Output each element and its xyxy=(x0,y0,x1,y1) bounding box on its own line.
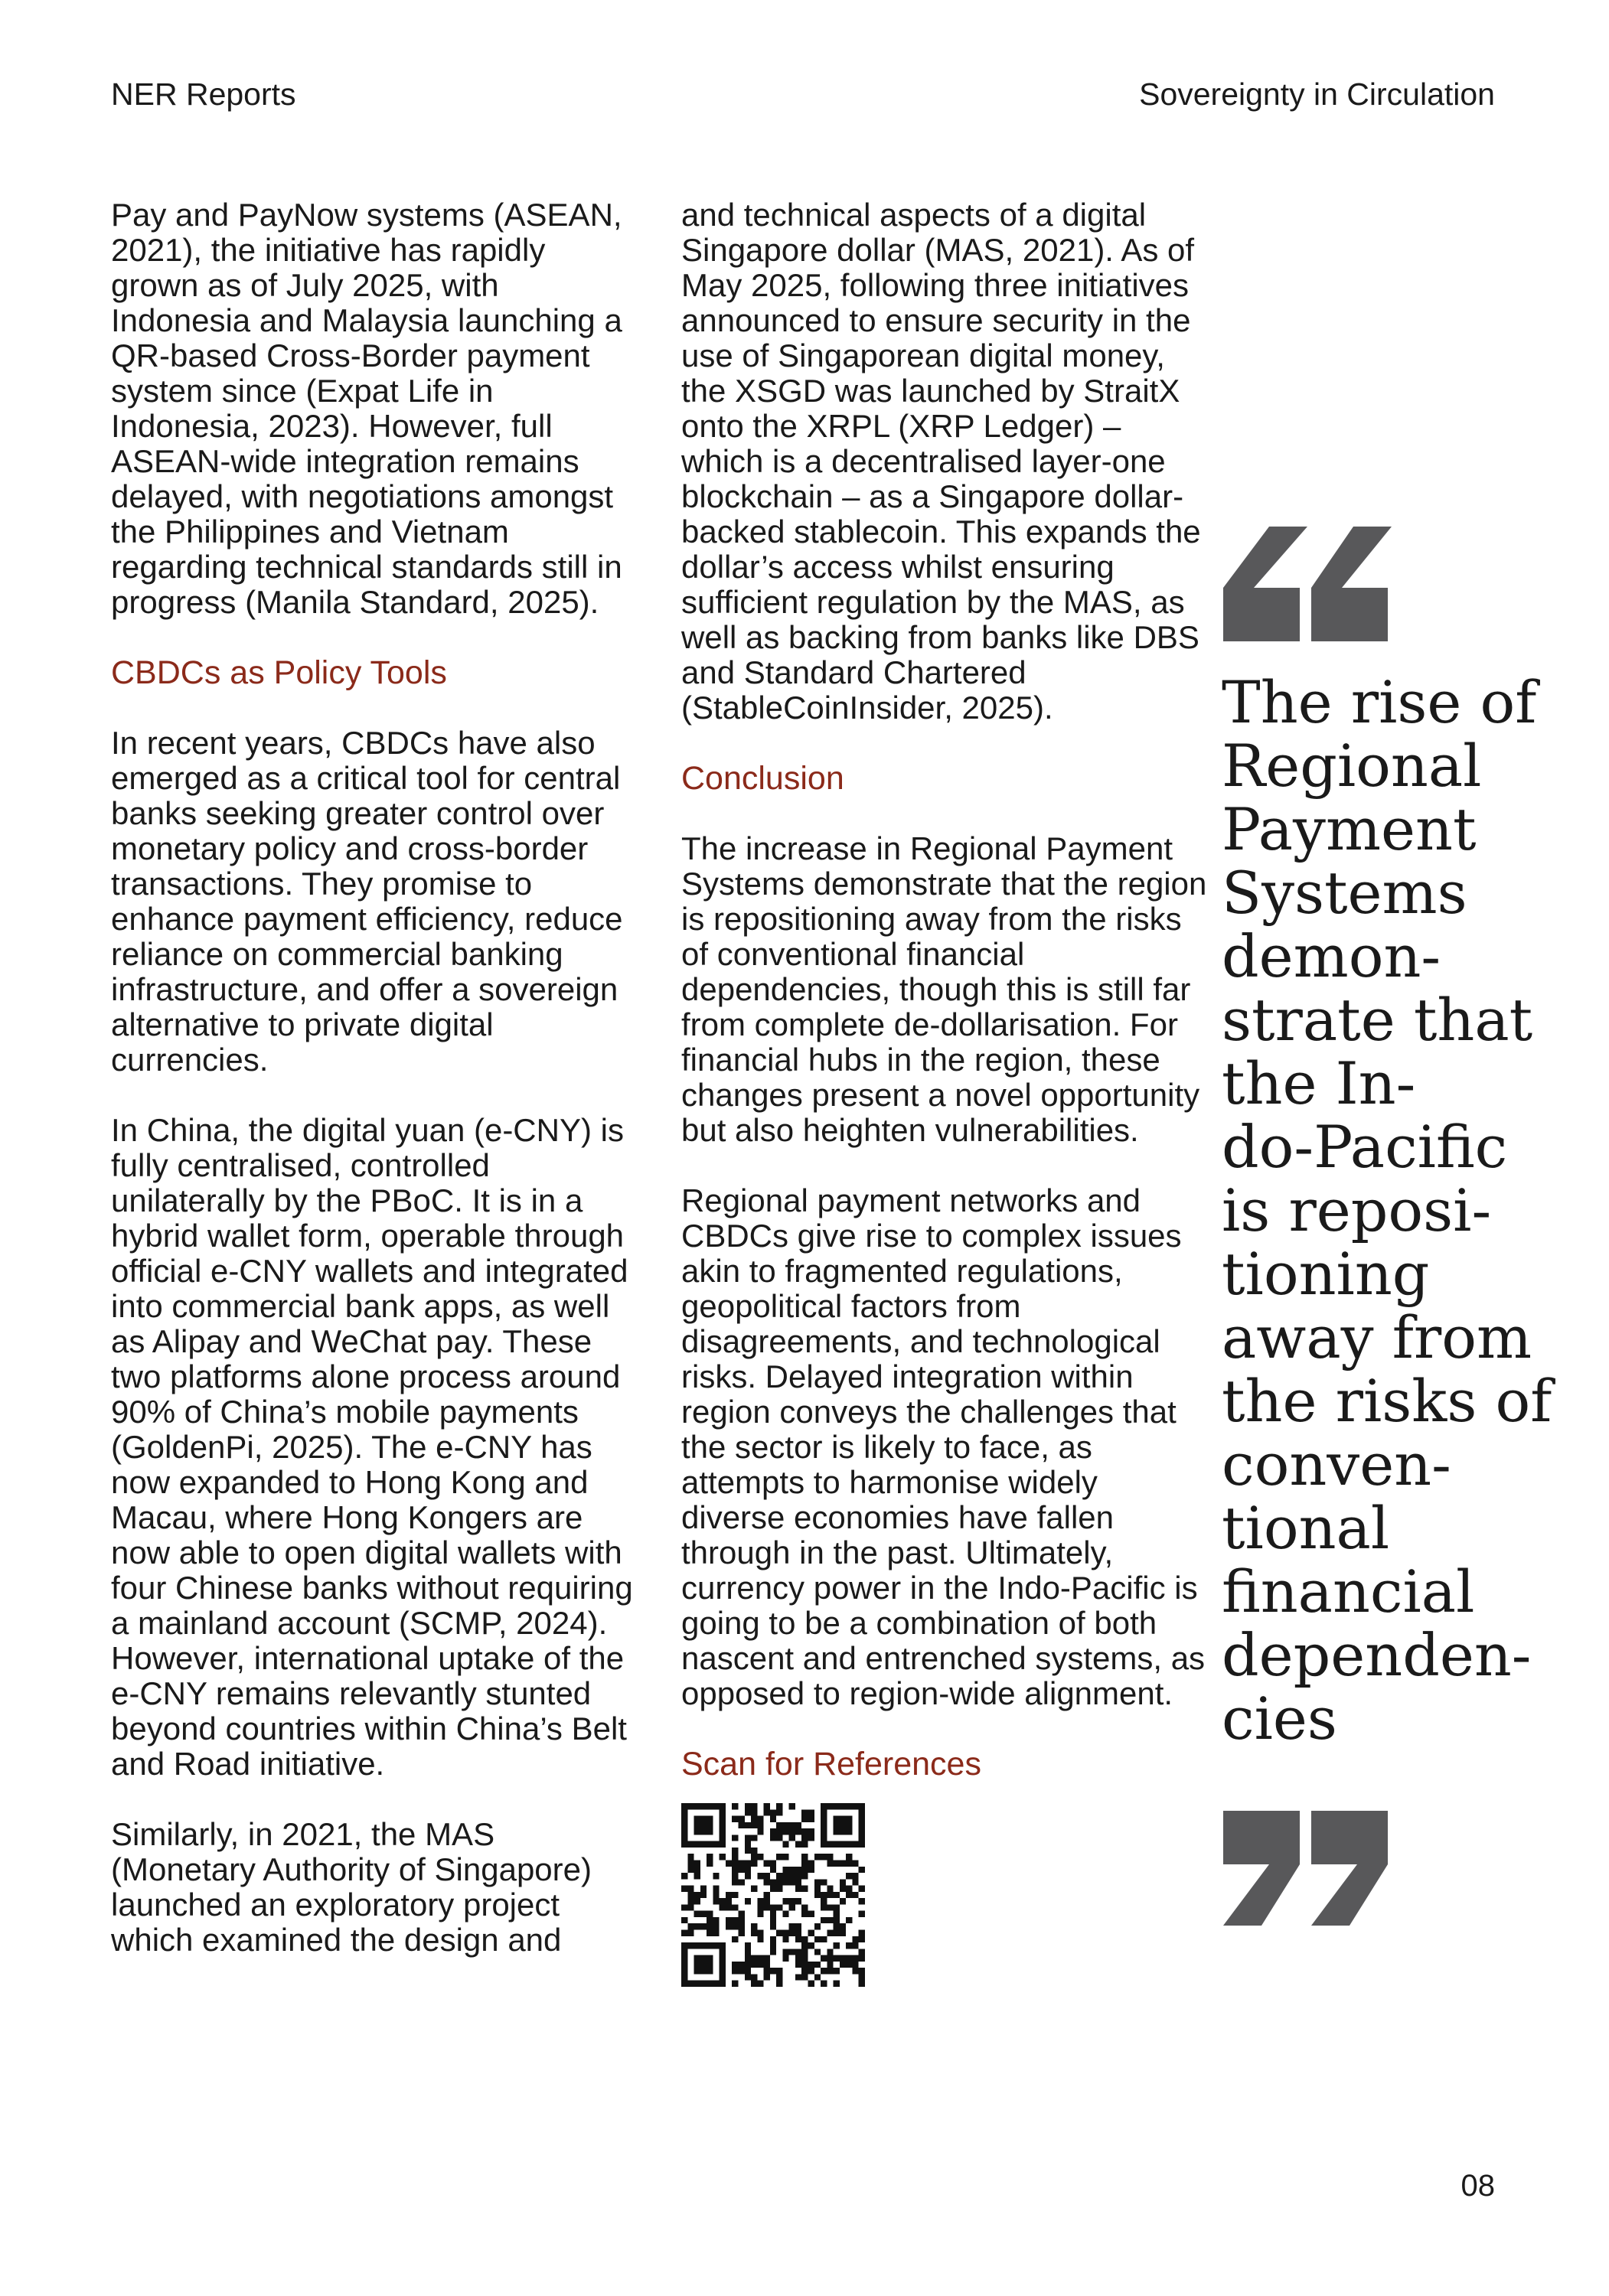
body-paragraph: The increase in Regional Payment Systems demonstrate that the region is repositioning away from the risks of conventional financial dependencies, though this is still far from complete de-dollarisation. For financial hubs in the region, these changes present a novel opportunity but also heighten vulnerabilities. xyxy=(681,830,1207,1148)
pull-quote-line: away from xyxy=(1222,1303,1532,1371)
pull-quote-line: is reposi- xyxy=(1222,1176,1492,1244)
body-paragraph: and technical aspects of a digital Singapore dollar (MAS, 2021). As of May 2025, following three initiatives announced to ensure security in the use of Singaporean digital money, the XSGD was launched by StraitX onto the XRPL (XRP Ledger) – which is a decentralised layer-one blockchain – as a Singapore dollar-backed stablecoin. This expands the dollar’s access whilst ensuring sufficient regulation by the MAS, as well as backing from banks like DBS and Standard Chartered (StableCoinInsider, 2025). xyxy=(681,197,1201,726)
pull-quote-line: demon- xyxy=(1222,922,1441,990)
running-header-right: Sovereignty in Circulation xyxy=(1139,77,1495,112)
pull-quote-line: dependen- xyxy=(1222,1621,1532,1689)
pull-quote-line: tioning xyxy=(1222,1240,1430,1308)
body-paragraph: In China, the digital yuan (e-CNY) is fully centralised, controlled unilaterally by the PBoC. It is in a hybrid wallet form, operable through official e-CNY wallets and integrated into commercial bank apps, as well as Alipay and WeChat pay. These two platforms alone process around 90% of China’s mobile payments (GoldenPi, 2025). The e-CNY has now expanded to Hong Kong and Macau, where Hong Kongers are now able to open digital wallets with four Chinese banks without requiring a mainland account (SCMP, 2024). However, international uptake of the e-CNY remains relevantly stunted beyond countries within China’s Belt and Road initiative. xyxy=(111,1112,633,1782)
qr-code[interactable] xyxy=(681,1803,865,1987)
section-heading: CBDCs as Policy Tools xyxy=(111,654,447,691)
qr-code-icon xyxy=(681,1803,865,1987)
pull-quote-line: tional xyxy=(1222,1494,1390,1562)
page-number: 08 xyxy=(1461,2169,1495,2203)
pull-quote-line: The rise of xyxy=(1222,668,1537,736)
pull-quote-line: financial xyxy=(1222,1557,1475,1626)
text-column-left xyxy=(111,197,639,1958)
open-quote-icon xyxy=(1223,527,1399,641)
body-paragraph: Pay and PayNow systems (ASEAN, 2021), the initiative has rapidly grown as of July 2025, with Indonesia and Malaysia launching a QR-based Cross-Border payment system since (Expat Life in Indonesia, 2023). However, full ASEAN-wide integration remains delayed, with negotiations amongst the Philippines and Vietnam regarding technical standards still in progress (Manila Standard, 2025). xyxy=(111,197,622,620)
section-heading: Conclusion xyxy=(681,760,844,797)
body-paragraph: Regional payment networks and CBDCs give rise to complex issues akin to fragmented regulations, geopolitical factors from disagreements, and technological risks. Delayed integration within region conveys the challenges that the sector is likely to face, as attempts to harmonise widely diverse economies have fallen through in the past. Ultimately, currency power in the Indo-Pacific is going to be a combination of both nascent and entrenched systems, as opposed to region-wide alignment. xyxy=(681,1182,1206,1711)
running-header-left: NER Reports xyxy=(111,77,296,112)
close-quote-icon xyxy=(1223,1811,1399,1926)
pull-quote-line: Regional xyxy=(1222,732,1482,800)
pull-quote-line: strate that xyxy=(1222,986,1533,1054)
pull-quote xyxy=(1222,668,1552,1753)
body-paragraph: In recent years, CBDCs have also emerged as a critical tool for central banks seeking greater control over monetary policy and cross-border transactions. They promise to enhance payment efficiency, reduce reliance on commercial banking infrastructure, and offer a sovereign alternative to private digital currencies. xyxy=(111,725,623,1078)
references-heading: Scan for References xyxy=(681,1746,981,1782)
pull-quote-line: conven- xyxy=(1222,1430,1451,1499)
pull-quote-line: the In- xyxy=(1222,1049,1416,1117)
pull-quote-line: Payment xyxy=(1222,795,1477,863)
pull-quote-line: Systems xyxy=(1222,859,1467,927)
pull-quote-line: the risks of xyxy=(1222,1367,1552,1435)
body-paragraph: Similarly, in 2021, the MAS (Monetary Authority of Singapore) launched an exploratory project which examined the design and xyxy=(111,1816,592,1958)
pull-quote-line: cies xyxy=(1222,1684,1337,1753)
pull-quote-line: do-Pacific xyxy=(1222,1113,1508,1181)
text-column-middle xyxy=(681,197,1209,1987)
